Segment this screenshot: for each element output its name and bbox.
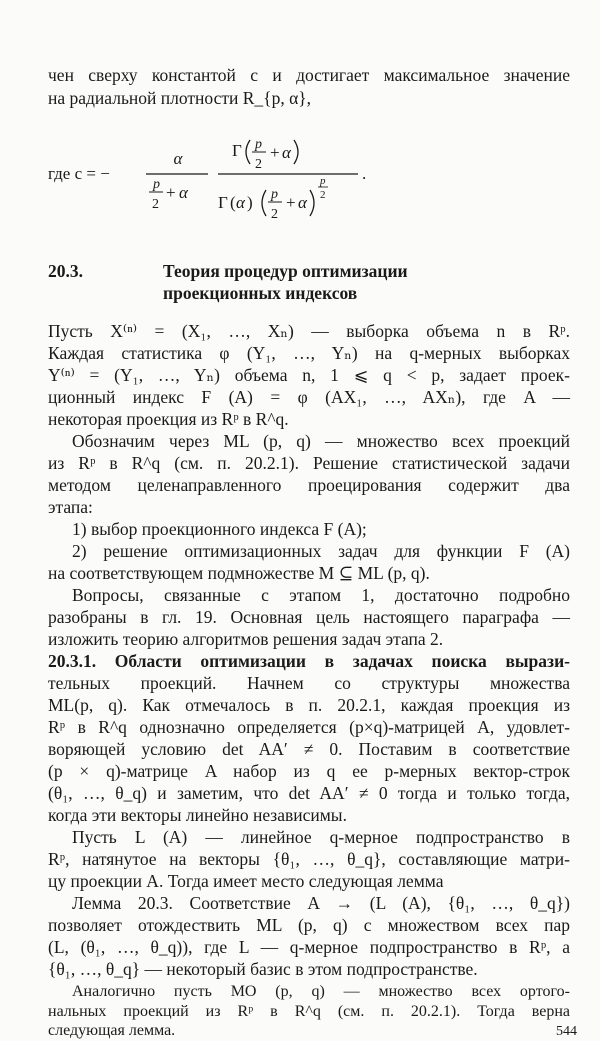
- body-line-4: ционный индекс F (A) = φ (AX₁, …, AXₙ), где A —: [48, 387, 570, 407]
- body-line-26: цу проекции A. Тогда имеет место следующая лемма: [48, 871, 444, 891]
- body-line-1: Пусть X⁽ⁿ⁾ = (X₁, …, Xₙ) — выборка объема n в Rᵖ.: [48, 321, 570, 341]
- body-line-7: из Rᵖ в R^q (см. п. 20.2.1). Решение статистической задачи: [48, 453, 570, 473]
- den2-gamma: Γ: [218, 193, 228, 212]
- body-line-14: разобраны в гл. 19. Основная цель настоящего параграфа —: [48, 607, 570, 627]
- den2-rparen: ): [247, 193, 253, 212]
- body-line-20: воряющей условию det AA′ ≠ 0. Поставим в соответствие: [48, 739, 570, 759]
- body-line-11: 2) решение оптимизационных задач для функции F (A): [72, 541, 570, 561]
- lemma-line-1: Лемма 20.3. Соответствие A → (L (A), {θ₁, …, θ_q}): [72, 893, 570, 913]
- body-line-31: Аналогично пусть MO (p, q) — множество всех ортого-: [72, 983, 570, 1000]
- num2-gamma: Γ: [232, 141, 242, 160]
- page-number: 544: [556, 1024, 577, 1039]
- den1-plus: +: [166, 183, 176, 202]
- den2-alpha: α: [236, 193, 245, 212]
- den1-alpha: α: [179, 183, 188, 202]
- body-line-13: Вопросы, связанные с этапом 1, достаточно подробно: [72, 585, 570, 605]
- body-line-3: Y⁽ⁿ⁾ = (Y₁, …, Yₙ) объема n, 1 ⩽ q < p, задает проек-: [48, 365, 570, 385]
- num2-two: 2: [255, 157, 262, 172]
- intro-line-1: чен сверху константой c и достигает максимальное значение: [48, 65, 570, 85]
- lemma-line-4: {θ₁, …, θ_q} — некоторый базис в этом подпространстве.: [48, 959, 478, 979]
- den2-two: 2: [271, 207, 278, 222]
- num1-alpha: α: [173, 149, 183, 168]
- exp-two: 2: [320, 189, 326, 201]
- body-line-5: некоторая проекция из Rᵖ в R^q.: [48, 409, 289, 429]
- body-line-19: Rᵖ в R^q однозначно определяется (p×q)-матрицей A, удовлет-: [48, 717, 570, 737]
- num2-alpha: α: [282, 143, 291, 162]
- den2-p: p: [271, 187, 278, 202]
- body-line-8: методом целенаправленного проецирования содержит два: [48, 475, 570, 495]
- den2-plus: +: [286, 193, 296, 212]
- lemma-line-3: (L, (θ₁, …, θ_q)), где L — q-мерное подпространство в Rᵖ, а: [48, 937, 570, 957]
- subsection-heading-line-1: 20.3.1. Области оптимизации в задачах поиска вырази-: [48, 651, 570, 671]
- section-title-line-1: Теория процедур оптимизации: [163, 261, 408, 281]
- num2-p: p: [255, 137, 262, 152]
- den2-alpha2: α: [298, 193, 307, 212]
- body-line-17: тельных проекций. Начнем со структуры множества: [48, 673, 570, 693]
- body-line-25: Rᵖ, натянутое на векторы {θ₁, …, θ_q}, составляющие матри-: [48, 849, 570, 869]
- den1-two: 2: [152, 197, 159, 212]
- exp-p: p: [320, 175, 326, 187]
- body-line-15: изложить теорию алгоритмов решения задач этапа 2.: [48, 629, 444, 649]
- section-title-line-2: проекционных индексов: [163, 283, 358, 303]
- constant-formula: [48, 128, 448, 238]
- num2-plus: +: [270, 143, 280, 162]
- body-line-21: (p × q)-матрице A набор из q ее p-мерных вектор-строк: [48, 761, 570, 781]
- intro-line-2: на радиальной плотности R_{p, α},: [48, 88, 312, 108]
- lemma-line-2: позволяет отождествить ML (p, q) с множеством всех пар: [48, 915, 570, 935]
- body-line-23: когда эти векторы линейно независимы.: [48, 805, 347, 825]
- body-line-2: Каждая статистика φ (Y₁, …, Yₙ) на q-мерных выборках: [48, 343, 570, 363]
- formula-lhs: где c = −: [48, 164, 110, 183]
- body-line-9: этапа:: [48, 497, 93, 517]
- section-number: 20.3.: [48, 261, 83, 281]
- body-line-6: Обозначим через ML (p, q) — множество всех проекций: [72, 431, 570, 451]
- formula-period: .: [362, 164, 367, 183]
- body-line-32: нальных проекций из Rᵖ в R^q (см. п. 20.2.1). Тогда верна: [48, 1003, 570, 1020]
- body-line-12: на соответствующем подмножестве M ⊆ ML (p, q).: [48, 563, 430, 583]
- body-line-24: Пусть L (A) — линейное q-мерное подпространство в: [72, 827, 570, 847]
- den2-lparen: (: [230, 193, 236, 212]
- den1-p: p: [153, 177, 160, 192]
- body-line-18: ML(p, q). Как отмечалось в п. 20.2.1, каждая проекция из: [48, 695, 570, 715]
- formula-svg: [48, 128, 448, 238]
- body-line-33: следующая лемма.: [48, 1022, 176, 1039]
- body-line-10: 1) выбор проекционного индекса F (A);: [72, 519, 367, 539]
- body-line-22: (θ₁, …, θ_q) и заметим, что det AA′ ≠ 0 тогда и только тогда,: [48, 783, 570, 803]
